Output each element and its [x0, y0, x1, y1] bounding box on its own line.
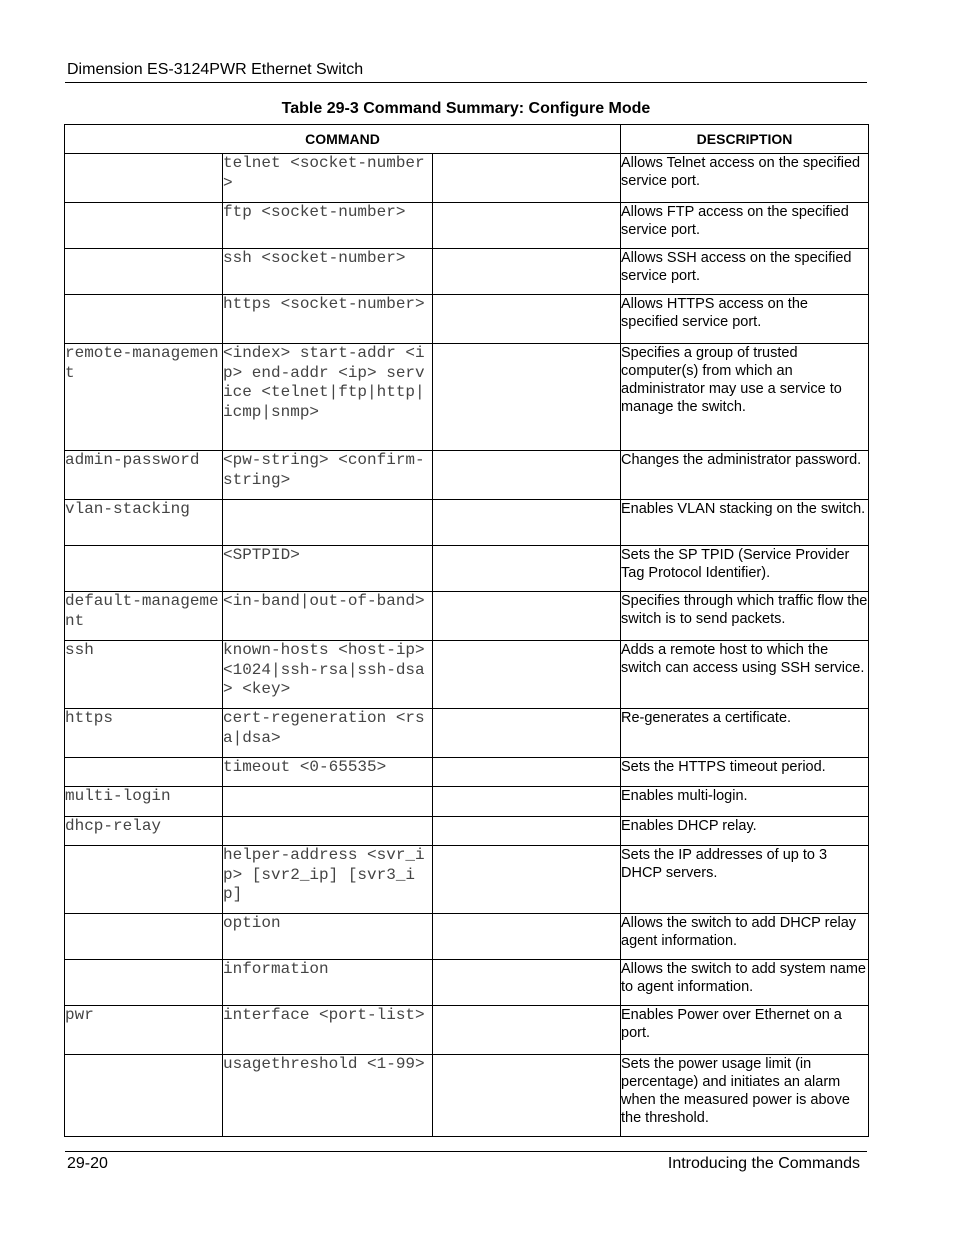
description-cell: Sets the power usage limit (in percentage) and initiates an alarm when the measured power is above the threshold.	[621, 1055, 869, 1137]
argument-cell-extra	[433, 787, 621, 817]
command-cell: default-management	[65, 592, 223, 641]
description-cell: Allows the switch to add DHCP relay agent information.	[621, 914, 869, 960]
description-cell: Allows SSH access on the specified service port.	[621, 249, 869, 295]
command-cell: https	[65, 709, 223, 758]
table-row	[65, 546, 869, 592]
description-column-header: DESCRIPTION	[621, 125, 869, 154]
argument-cell: <pw-string> <confirm-string>	[223, 451, 433, 500]
table-row	[65, 709, 869, 758]
command-cell: admin-password	[65, 451, 223, 500]
command-cell: ssh	[65, 641, 223, 709]
argument-cell: telnet <socket-number>	[223, 154, 433, 203]
description-cell: Specifies through which traffic flow the switch is to send packets.	[621, 592, 869, 641]
argument-cell-extra	[433, 295, 621, 344]
description-cell: Enables multi-login.	[621, 787, 869, 817]
command-cell: pwr	[65, 1006, 223, 1055]
description-cell: Sets the IP addresses of up to 3 DHCP servers.	[621, 846, 869, 914]
argument-cell: information	[223, 960, 433, 1006]
argument-cell: https <socket-number>	[223, 295, 433, 344]
argument-cell: ftp <socket-number>	[223, 203, 433, 249]
footer-rule	[65, 1151, 867, 1152]
argument-cell	[223, 817, 433, 846]
command-cell	[65, 846, 223, 914]
argument-cell: option	[223, 914, 433, 960]
table-row	[65, 203, 869, 249]
description-cell: Allows the switch to add system name to agent information.	[621, 960, 869, 1006]
page-number: 29-20	[67, 1155, 108, 1172]
table-row	[65, 451, 869, 500]
table-row	[65, 641, 869, 709]
description-cell: Allows Telnet access on the specified service port.	[621, 154, 869, 203]
description-cell: Specifies a group of trusted computer(s) from which an administrator may use a service to manage the switch.	[621, 344, 869, 451]
command-cell	[65, 758, 223, 787]
table-row	[65, 1055, 869, 1137]
command-cell	[65, 295, 223, 344]
argument-cell-extra	[433, 344, 621, 451]
table-caption: Table 29-3 Command Summary: Configure Mode	[281, 100, 651, 117]
argument-cell: known-hosts <host-ip> <1024|ssh-rsa|ssh-dsa> <key>	[223, 641, 433, 709]
command-cell: remote-management	[65, 344, 223, 451]
description-cell: Adds a remote host to which the switch can access using SSH service.	[621, 641, 869, 709]
argument-cell-extra	[433, 960, 621, 1006]
argument-cell: timeout <0-65535>	[223, 758, 433, 787]
argument-cell	[223, 500, 433, 546]
argument-cell-extra	[433, 846, 621, 914]
argument-cell-extra	[433, 641, 621, 709]
description-cell: Sets the HTTPS timeout period.	[621, 758, 869, 787]
table-row	[65, 249, 869, 295]
running-header-title: Dimension ES-3124PWR Ethernet Switch	[67, 61, 364, 78]
description-cell: Changes the administrator password.	[621, 451, 869, 500]
argument-cell: <SPTPID>	[223, 546, 433, 592]
argument-cell-extra	[433, 249, 621, 295]
command-cell	[65, 154, 223, 203]
command-cell: dhcp-relay	[65, 817, 223, 846]
argument-cell: ssh <socket-number>	[223, 249, 433, 295]
argument-cell-extra	[433, 1006, 621, 1055]
table-header-row	[65, 125, 869, 154]
argument-cell-extra	[433, 817, 621, 846]
description-cell: Allows FTP access on the specified service port.	[621, 203, 869, 249]
command-cell	[65, 960, 223, 1006]
argument-cell: interface <port-list>	[223, 1006, 433, 1055]
argument-cell-extra	[433, 1055, 621, 1137]
argument-cell	[223, 787, 433, 817]
argument-cell: <in-band|out-of-band>	[223, 592, 433, 641]
table-row	[65, 914, 869, 960]
command-column-header: COMMAND	[65, 125, 621, 154]
argument-cell-extra	[433, 500, 621, 546]
description-cell: Enables Power over Ethernet on a port.	[621, 1006, 869, 1055]
command-cell	[65, 1055, 223, 1137]
table-row	[65, 592, 869, 641]
command-summary-table	[64, 124, 869, 1137]
argument-cell: usagethreshold <1-99>	[223, 1055, 433, 1137]
description-cell: Re-generates a certificate.	[621, 709, 869, 758]
command-cell	[65, 914, 223, 960]
description-cell: Allows HTTPS access on the specified service port.	[621, 295, 869, 344]
table-row	[65, 960, 869, 1006]
argument-cell-extra	[433, 203, 621, 249]
command-cell	[65, 546, 223, 592]
argument-cell: <index> start-addr <ip> end-addr <ip> service <telnet|ftp|http|icmp|snmp>	[223, 344, 433, 451]
argument-cell-extra	[433, 914, 621, 960]
command-cell	[65, 249, 223, 295]
description-cell: Enables DHCP relay.	[621, 817, 869, 846]
table-row	[65, 817, 869, 846]
table-row	[65, 500, 869, 546]
argument-cell-extra	[433, 709, 621, 758]
argument-cell-extra	[433, 546, 621, 592]
table-row	[65, 295, 869, 344]
footer-section-title: Introducing the Commands	[667, 1155, 860, 1172]
argument-cell-extra	[433, 451, 621, 500]
table-row	[65, 154, 869, 203]
header-rule	[65, 82, 867, 83]
argument-cell: helper-address <svr_ip> [svr2_ip] [svr3_ip]	[223, 846, 433, 914]
argument-cell-extra	[433, 592, 621, 641]
table-row	[65, 846, 869, 914]
argument-cell-extra	[433, 758, 621, 787]
description-cell: Sets the SP TPID (Service Provider Tag Protocol Identifier).	[621, 546, 869, 592]
table-row	[65, 344, 869, 451]
description-cell: Enables VLAN stacking on the switch.	[621, 500, 869, 546]
argument-cell-extra	[433, 154, 621, 203]
argument-cell: cert-regeneration <rsa|dsa>	[223, 709, 433, 758]
command-cell: vlan-stacking	[65, 500, 223, 546]
command-cell: multi-login	[65, 787, 223, 817]
command-cell	[65, 203, 223, 249]
table-row	[65, 1006, 869, 1055]
table-row	[65, 787, 869, 817]
table-row	[65, 758, 869, 787]
